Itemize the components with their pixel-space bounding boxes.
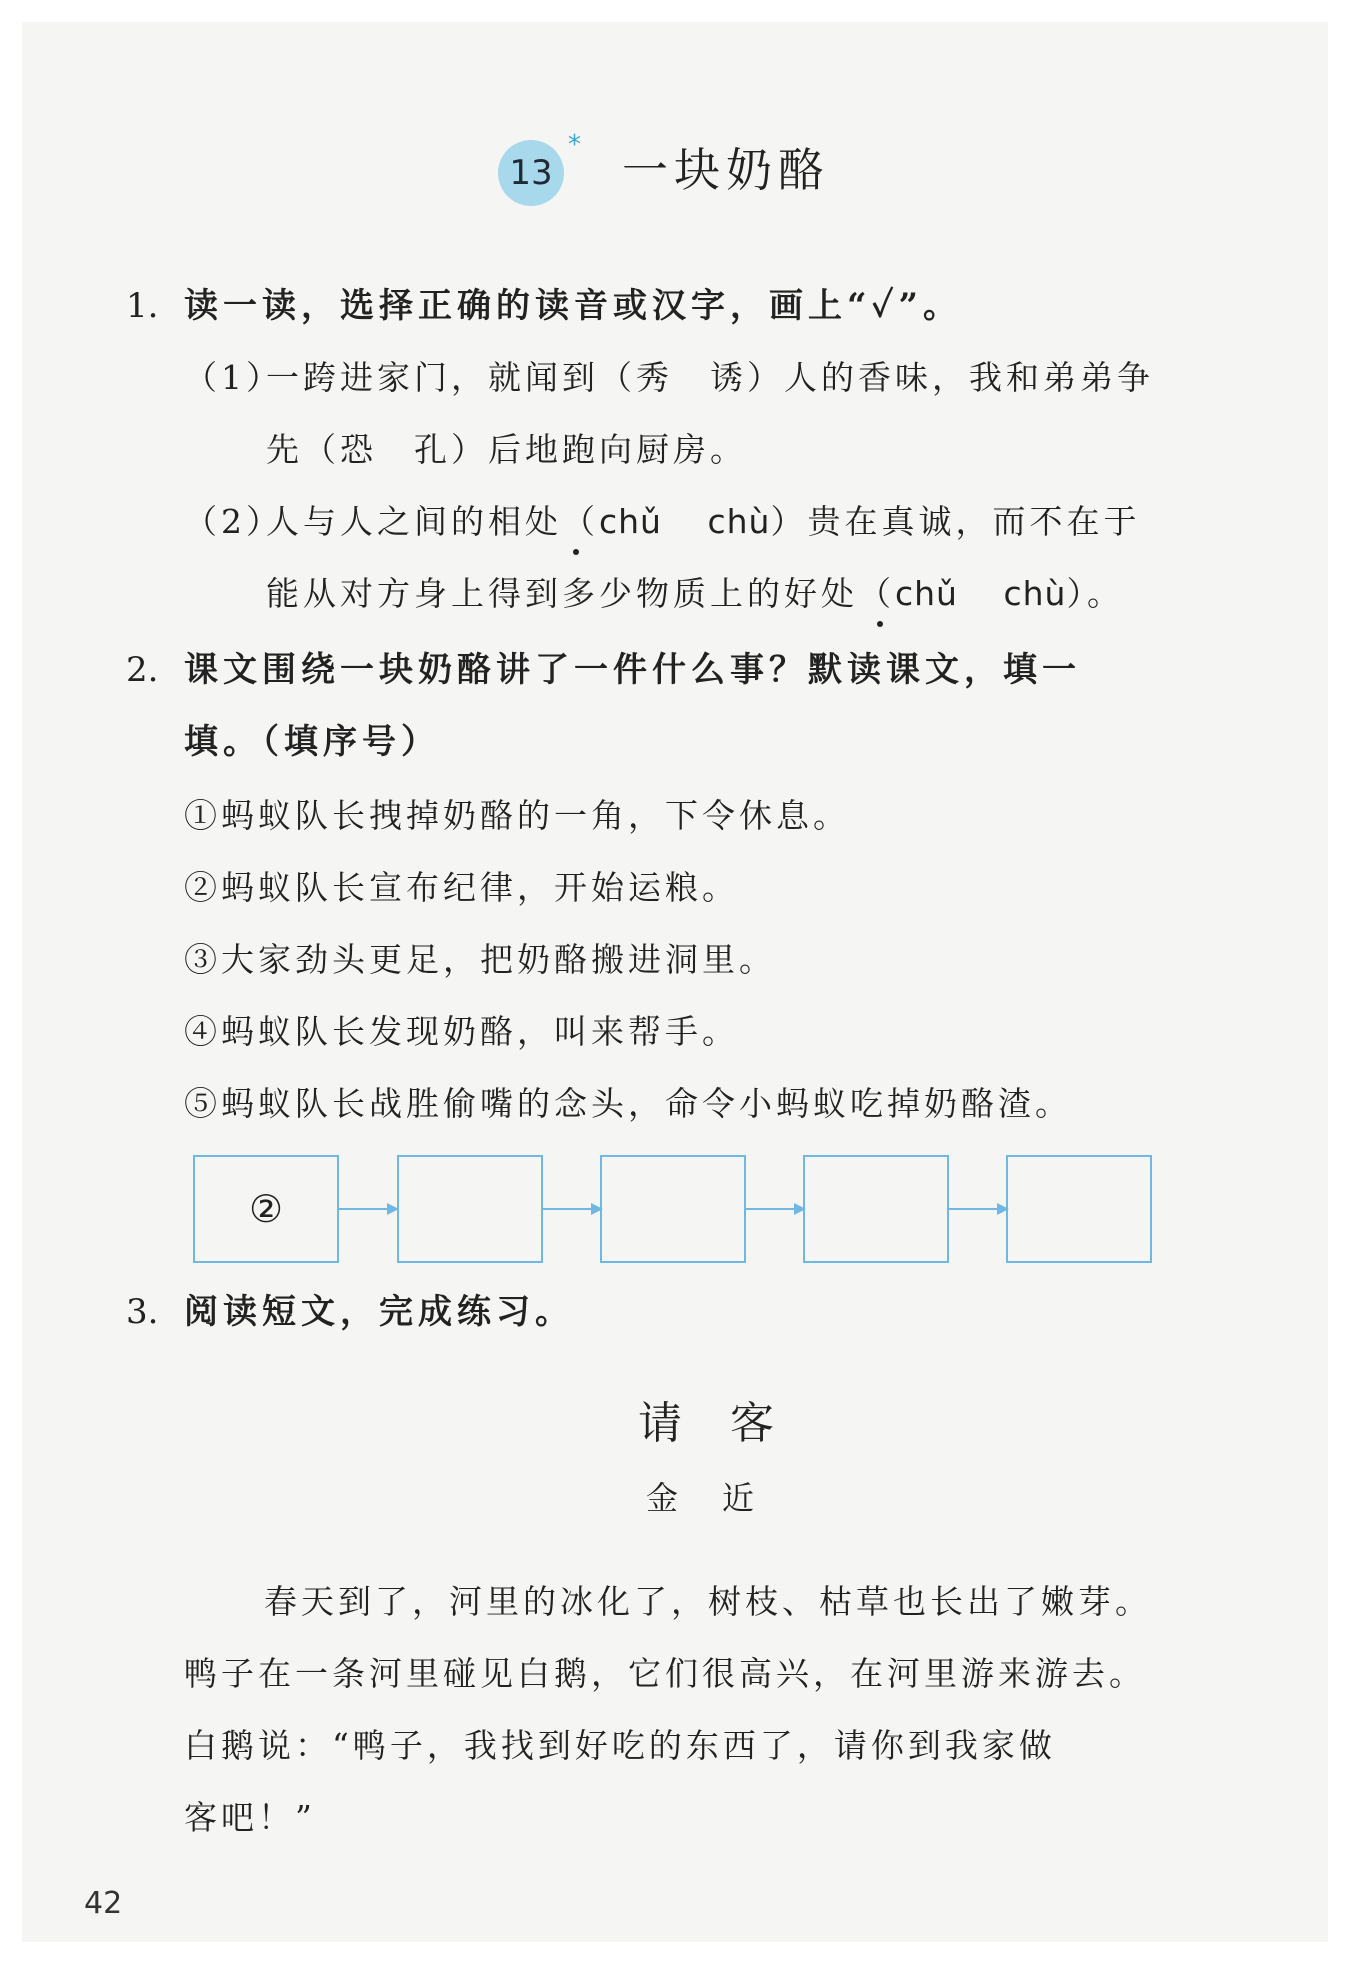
q1-item-1-label: （1） bbox=[184, 358, 283, 397]
q1-item-2-line-1[interactable] bbox=[266, 500, 1140, 544]
event-option-1: ①蚂蚁队长拽掉奶酪的一角，下令休息。 bbox=[184, 796, 850, 835]
q1-item-2-text-after: ）。 bbox=[1066, 574, 1124, 613]
q1-item-2-text-after: ）贵在真诚，而不在于 bbox=[770, 502, 1141, 541]
event-option-5: ⑤蚂蚁队长战胜偷嘴的念头，命令小蚂蚁吃掉奶酪渣。 bbox=[184, 1084, 1072, 1123]
q1-item-2-text-before: 人与人之间的相处（ bbox=[266, 502, 599, 541]
sequence-box-2[interactable] bbox=[397, 1155, 543, 1263]
event-option-2: ②蚂蚁队长宣布纪律，开始运粮。 bbox=[184, 868, 739, 907]
question-3-number: 3. bbox=[126, 1292, 159, 1332]
sequence-box-4[interactable] bbox=[803, 1155, 949, 1263]
question-2-number: 2. bbox=[126, 650, 159, 690]
arrow-right-icon bbox=[339, 1200, 399, 1218]
q1-item-1-line-1[interactable]: 一跨进家门，就闻到（秀 诱）人的香味，我和弟弟争 bbox=[266, 358, 1154, 397]
story-paragraph-line-1: 春天到了，河里的冰化了，树枝、枯草也长出了嫩芽。 bbox=[264, 1582, 1152, 1621]
emphasis-dot bbox=[573, 549, 579, 555]
arrow-right-icon bbox=[746, 1200, 806, 1218]
sequence-box-1: ② bbox=[193, 1155, 339, 1263]
pinyin-choices[interactable]: chǔ chù bbox=[599, 502, 771, 541]
lesson-number-badge: 13 bbox=[498, 140, 564, 206]
pinyin-choices[interactable]: chǔ chù bbox=[895, 574, 1067, 613]
question-3-prompt: 阅读短文，完成练习。 bbox=[184, 1292, 574, 1332]
sequence-box-5[interactable] bbox=[1006, 1155, 1152, 1263]
question-1-number: 1. bbox=[126, 286, 159, 326]
arrow-right-icon bbox=[543, 1200, 603, 1218]
story-paragraph-line-4: 客吧！” bbox=[184, 1798, 316, 1837]
question-2-prompt-line-1: 课文围绕一块奶酪讲了一件什么事？默读课文，填一 bbox=[184, 650, 1081, 690]
story-title: 请客 bbox=[638, 1398, 822, 1449]
self-study-marker: * bbox=[568, 130, 581, 160]
question-1-prompt: 读一读，选择正确的读音或汉字，画上“✓”。 bbox=[184, 286, 963, 326]
q1-item-1-line-2[interactable]: 先（恐 孔）后地跑向厨房。 bbox=[266, 430, 747, 469]
story-paragraph-line-3: 白鹅说：“鸭子，我找到好吃的东西了，请你到我家做 bbox=[184, 1726, 1056, 1765]
lesson-title: 一块奶酪 bbox=[622, 143, 830, 197]
arrow-right-icon bbox=[949, 1200, 1009, 1218]
q1-item-2-text-before: 能从对方身上得到多少物质上的好处（ bbox=[266, 574, 895, 613]
sequence-box-3[interactable] bbox=[600, 1155, 746, 1263]
story-author: 金近 bbox=[646, 1479, 799, 1517]
q1-item-2-label: （2） bbox=[184, 502, 283, 541]
event-option-3: ③大家劲头更足，把奶酪搬进洞里。 bbox=[184, 940, 776, 979]
story-paragraph-line-2: 鸭子在一条河里碰见白鹅，它们很高兴，在河里游来游去。 bbox=[184, 1654, 1146, 1693]
emphasis-dot bbox=[877, 621, 883, 627]
question-2-prompt-line-2: 填。（填序号） bbox=[184, 722, 440, 762]
page-number: 42 bbox=[84, 1886, 123, 1921]
q1-item-2-line-2[interactable] bbox=[266, 572, 1124, 616]
lesson-heading bbox=[0, 130, 1350, 214]
event-option-4: ④蚂蚁队长发现奶酪，叫来帮手。 bbox=[184, 1012, 739, 1051]
